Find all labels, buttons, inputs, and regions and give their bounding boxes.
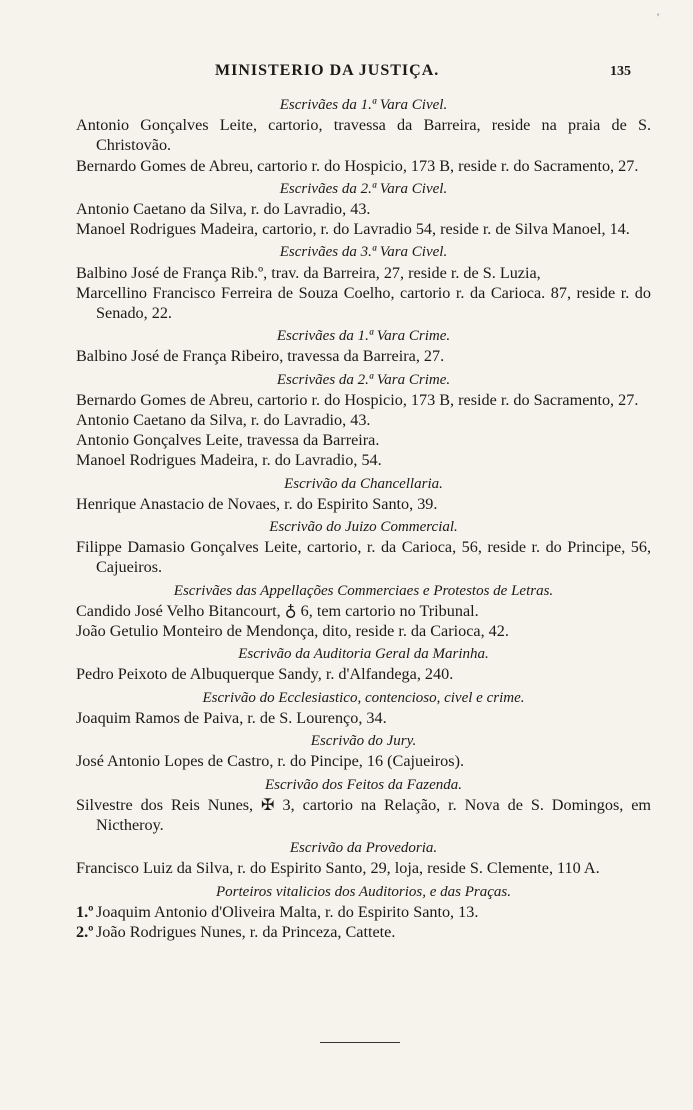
section-heading: Escrivão da Auditoria Geral da Marinha. <box>238 646 489 663</box>
running-title: MINISTERIO DA JUSTIÇA. <box>215 62 440 79</box>
margin-speck: ' <box>657 10 660 24</box>
numbered-entry <box>76 922 651 942</box>
section-heading: Escrivães da 3.ª Vara Civel. <box>279 244 448 261</box>
entry-text: João Rodrigues Nunes, r. da Princeza, Cattete. <box>96 922 396 941</box>
section-heading: Escrivão do Ecclesiastico, contencioso, civel e crime. <box>202 689 525 706</box>
section-heading: Escrivão dos Feitos da Fazenda. <box>264 776 463 793</box>
directory-entry: José Antonio Lopes de Castro, r. do Pincipe, 16 (Cajueiros). <box>76 752 465 771</box>
directory-entry: Manoel Rodrigues Madeira, r. do Lavradio, 54. <box>76 451 382 470</box>
directory-entry: Pedro Peixoto de Albuquerque Sandy, r. d'Alfandega, 240. <box>76 665 454 684</box>
directory-entry: Marcellino Francisco Ferreira de Souza Coelho, cartorio r. da Carioca. 87, reside r. do Senado, 22. <box>76 283 651 323</box>
section-heading: Escrivão da Provedoria. <box>289 840 438 857</box>
directory-entry: Henrique Anastacio de Novaes, r. do Espirito Santo, 39. <box>76 494 438 513</box>
page-body <box>76 92 651 942</box>
directory-entry: Antonio Gonçalves Leite, travessa da Barreira. <box>76 431 380 450</box>
directory-entry: Silvestre dos Reis Nunes, ✠ 3, cartorio na Relação, r. Nova de S. Domingos, em Nictheroy. <box>76 795 651 834</box>
closing-rule <box>320 1042 400 1043</box>
directory-entry: João Getulio Monteiro de Mendonça, dito, reside r. da Carioca, 42. <box>76 622 509 641</box>
entry-number: 1.º <box>76 902 94 921</box>
entry-number: 2.º <box>76 922 94 941</box>
directory-entry: Joaquim Ramos de Paiva, r. de S. Lourenço, 34. <box>76 708 387 727</box>
directory-entry: Filippe Damasio Gonçalves Leite, cartorio, r. da Carioca, 56, reside r. do Principe, 56, Cajueiros. <box>76 538 651 577</box>
section-heading: Escrivão do Jury. <box>310 733 417 750</box>
directory-entry: Candido José Velho Bitancourt, ♁ 6, tem cartorio no Tribunal. <box>76 601 479 620</box>
directory-entry: Balbino José de França Rib.º, trav. da Barreira, 27, reside r. de S. Luzia, <box>76 263 541 282</box>
directory-entry: Bernardo Gomes de Abreu, cartorio r. do Hospicio, 173 B, reside r. do Sacramento, 27. <box>76 156 639 175</box>
directory-entry: Balbino José de França Ribeiro, travessa da Barreira, 27. <box>76 347 445 366</box>
page-number: 135 <box>610 64 631 79</box>
directory-entry: Antonio Gonçalves Leite, cartorio, travessa da Barreira, reside na praia de S. Christovão. <box>76 116 651 155</box>
directory-entry: Francisco Luiz da Silva, r. do Espirito Santo, 29, loja, reside S. Clemente, 110 A. <box>76 859 600 878</box>
page-header <box>0 62 693 86</box>
section-heading: Escrivão da Chancellaria. <box>284 475 443 492</box>
section-heading: Escrivães das Appellações Commerciaes e Protestos de Letras. <box>173 582 554 599</box>
entry-text: Joaquim Antonio d'Oliveira Malta, r. do Espirito Santo, 13. <box>96 902 479 921</box>
directory-entry: Manoel Rodrigues Madeira, cartorio, r. do Lavradio 54, reside r. de Silva Manoel, 14. <box>76 220 630 239</box>
section-heading: Escrivães da 2.ª Vara Crime. <box>276 371 451 388</box>
directory-entry: Bernardo Gomes de Abreu, cartorio r. do Hospicio, 173 B, reside r. do Sacramento, 27. <box>76 390 639 409</box>
section-heading: Escrivães da 2.ª Vara Civel. <box>279 180 448 197</box>
section-heading: Escrivães da 1.ª Vara Crime. <box>276 328 451 345</box>
section-heading: Porteiros vitalicios dos Auditorios, e das Praças. <box>216 883 511 900</box>
section-heading: Escrivães da 1.ª Vara Civel. <box>279 97 448 113</box>
directory-entry: Antonio Caetano da Silva, r. do Lavradio, 43. <box>76 411 371 430</box>
directory-entry: Antonio Caetano da Silva, r. do Lavradio, 43. <box>76 200 371 219</box>
section-heading: Escrivão do Juizo Commercial. <box>269 519 458 536</box>
numbered-entry <box>76 902 651 922</box>
